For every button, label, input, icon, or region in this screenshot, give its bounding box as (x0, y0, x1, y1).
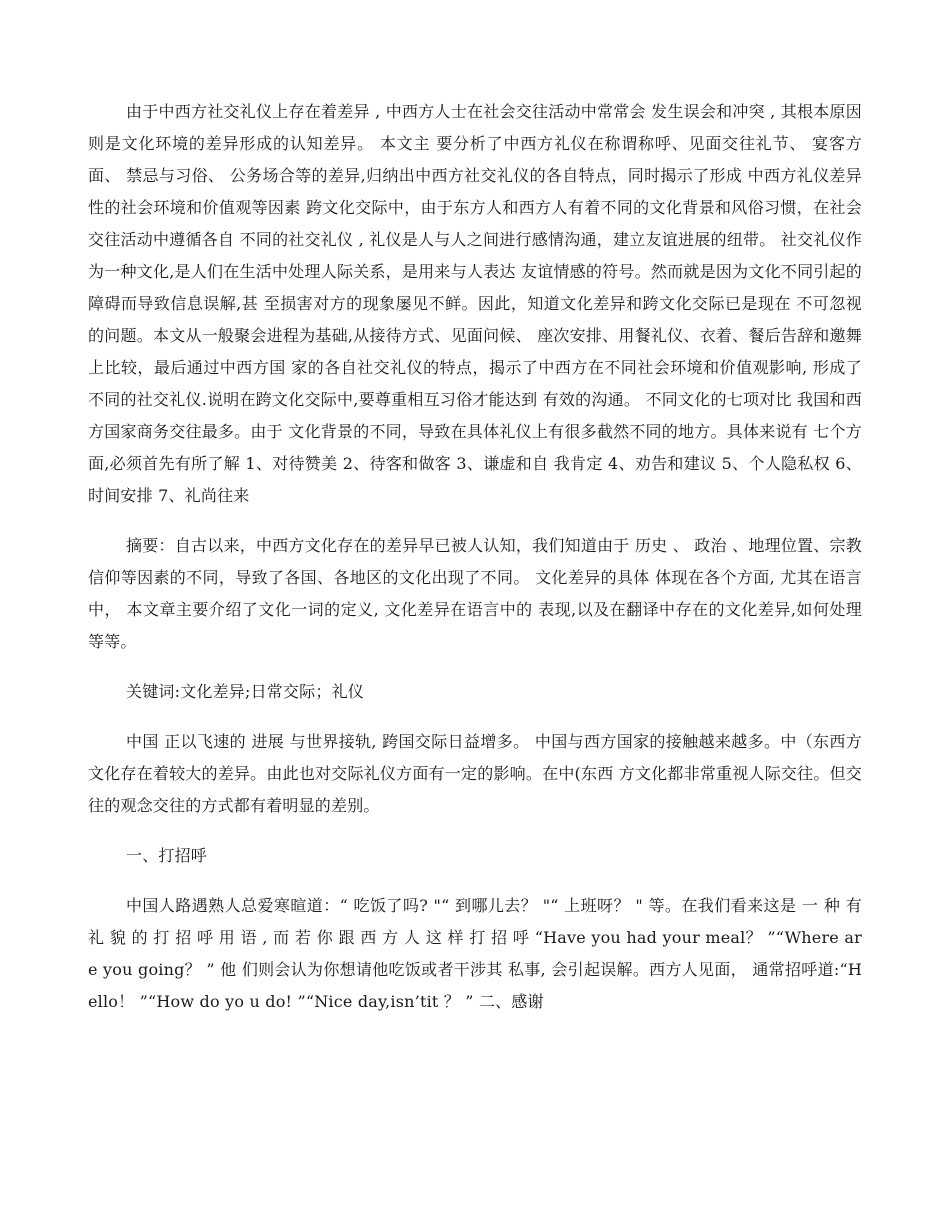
paragraph-introduction: 中国 正以飞速的 进展 与世界接轨, 跨国交际日益增多。 中国与西方国家的接触越来越多。中（东西方文化存在着较大的差异。由此也对交际礼仪方面有一定的影响。在中(东西 方文化都非常重视人际交往。但交往的观念交往的方式都有着明显的差别。 (88, 732, 862, 815)
paragraph-abstract: 摘要：自古以来，中西方文化存在的差异早已被人认知，我们知道由于 历史 、 政治 、地理位置、宗教信仰等因素的不同，导致了各国、各地区的文化出现了不同。 文化差异的具体 体现在各个方面, 尤其在语言中， 本文章主要介绍了文化一词的定义, 文化差异在语言中的 表现,以及在翻译中存在的文化差异,如何处理等等。 (88, 536, 862, 651)
paragraph-gap (88, 658, 862, 676)
paragraph-gap (88, 512, 862, 530)
paragraph-gap (88, 708, 862, 726)
document-page (88, 96, 862, 1018)
paragraph-intro: 由于中西方社交礼仪上存在着差异 , 中西方人士在社会交往活动中常常会 发生误会和冲突 , 其根本原因则是文化环境的差异形成的认知差异。 本文主 要分析了中西方礼仪在称谓称呼、见面交往礼节、 宴客方面、 禁忌与习俗、 公务场合等的差异,归纳出中西方社交礼仪的各自特点，同时揭示了形成 中西方礼仪差异性的社会环境和价值观等因素 跨文化交际中，由于东方人和西方人有着不同的文化背景和风俗习惯，在社会交往活动中遵循各自 不同的社交礼仪 , 礼仪是人与人之间进行感情沟通，建立友谊进展的纽带。 社交礼仪作为一种文化,是人们在生活中处理人际关系，是用来与人表达 友谊情感的符号。然而就是因为文化不同引起的障碍而导致信息误解,甚 至损害对方的现象屡见不鲜。因此，知道文化差异和跨文化交际已是现在 不可忽视的问题。本文从一般聚会进程为基础,从接待方式、见面问候、 座次安排、用餐礼仪、衣着、餐后告辞和邀舞上比较，最后通过中西方国 家的各自社交礼仪的特点，揭示了中西方在不同社会环境和价值观影响, 形成了不同的社交礼仪.说明在跨文化交际中,要尊重相互习俗才能达到 有效的沟通。 不同文化的七项对比 我国和西方国家商务交往最多。由于 文化背景的不同，导致在具体礼仪上有很多截然不同的地方。具体来说有 七个方面,必须首先有所了解 1、对待赞美 2、待客和做客 3、谦虚和自 我肯定 4、劝告和建议 5、个人隐私权 6、时间安排 7、礼尚往来 (88, 102, 862, 505)
paragraph-greeting: 中国人路遇熟人总爱寒暄道：“ 吃饭了吗? "“ 到哪儿去？ "“ 上班呀？ " 等。在我们看来这是 一 种 有 礼 貌 的 打 招 呼 用 语 , 而 若 你 跟 西 方 人 这 样 打 招 呼 “Have you had your meal？ ”“Where are you going？ ” 他 们则会认为你想请他吃饭或者干涉其 私事, 会引起误解。西方人见面， 通常招呼道:“Hello！ ”“How do yo u do! ”“Nice day,isn’tit ？ ” 二、感谢 (88, 896, 862, 1011)
paragraph-gap (88, 822, 862, 840)
paragraph-gap (88, 872, 862, 890)
section-heading-greeting: 一、打招呼 (126, 846, 208, 865)
paragraph-keywords: 关键词:文化差异;日常交际；礼仪 (126, 682, 364, 701)
